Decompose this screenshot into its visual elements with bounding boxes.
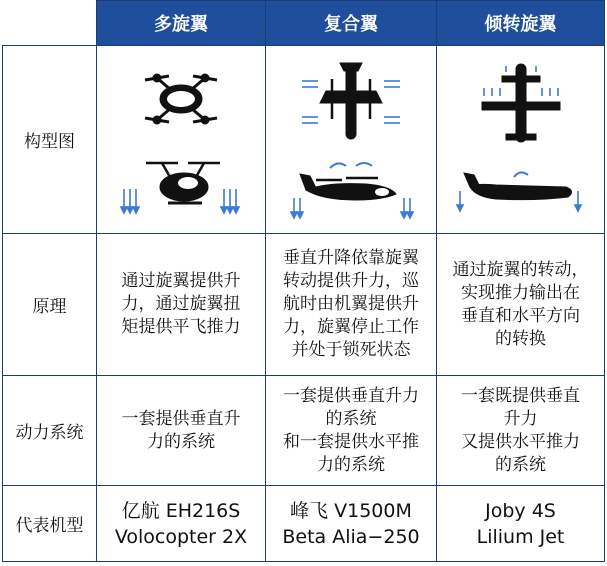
cell-tiltrotor-power [437,376,605,486]
cell-tiltrotor-models [437,486,605,562]
header-tiltrotor: 倾转旋翼 [437,1,605,46]
cell-compound-wing-diagram [266,46,437,234]
text-line: 力，旋翼停止工作 [283,317,419,337]
text-line: 力，通过旋翼扭 [121,294,241,314]
text-line: 并处于锁死状态 [291,340,411,360]
header-compound-wing: 复合翼 [266,1,437,46]
quadcopter-top-view-icon [131,60,231,138]
text-line: 实现推力输出在 [461,282,580,303]
text-line: 垂直升降依靠旋翼 [283,248,419,268]
cell-tiltrotor-diagram [437,46,605,234]
text-line: 的系统 [495,454,546,475]
cell-compound-wing-power [266,376,437,486]
compound-wing-side-view-icon [286,154,416,222]
header-row [3,1,605,46]
text-line: 矩提供平飞推力 [121,317,241,337]
text-line: 垂直和水平方向 [461,305,580,326]
text-line: 的转换 [495,328,546,349]
row-principle [3,234,605,376]
row-label: 构型图 [3,46,97,234]
cell-tiltrotor-principle [437,234,605,376]
text-line: 的系统 [325,408,377,429]
text-line: 一套提供垂直升 [121,408,241,429]
row-representative-models [3,486,605,562]
text-line: 转动提供升力，巡 [283,271,419,291]
text-line: 又提供水平推力 [461,431,580,452]
comparison-table [2,0,605,562]
model-name: 亿航 EH216S [121,499,241,522]
row-label: 动力系统 [3,376,97,486]
quadcopter-side-view-icon [116,151,246,219]
model-name: Joby 4S [485,499,556,522]
tiltrotor-top-view-icon [466,60,576,146]
cell-compound-wing-principle [266,234,437,376]
text-line: 力的系统 [147,431,215,452]
text-line: 通过旋翼的转动， [452,259,589,280]
row-configuration [3,46,605,234]
model-name: Lilium Jet [476,525,565,548]
row-label: 原理 [3,234,97,376]
text-line: 和一套提供水平推 [283,431,419,452]
cell-multirotor-models [97,486,266,562]
tiltrotor-side-view-icon [456,159,586,219]
cell-multirotor-power [97,376,266,486]
corner-cell [3,1,97,46]
text-line: 通过旋翼提供升 [121,271,241,291]
cell-compound-wing-models [266,486,437,562]
model-name: Volocopter 2X [114,525,248,548]
row-power-system [3,376,605,486]
text-line: 一套提供垂直升力 [283,385,419,406]
model-name: Beta Alia−250 [282,525,420,548]
model-name: 峰飞 V1500M [290,499,412,522]
text-line: 航时由机翼提供升 [283,294,419,314]
row-label: 代表机型 [3,486,97,562]
text-line: 一套既提供垂直 [461,385,580,406]
cell-multirotor-principle [97,234,266,376]
compound-wing-top-view-icon [296,57,406,143]
text-line: 升力 [503,408,538,429]
cell-multirotor-diagram [97,46,266,234]
text-line: 力的系统 [317,454,385,475]
header-multirotor: 多旋翼 [97,1,266,46]
